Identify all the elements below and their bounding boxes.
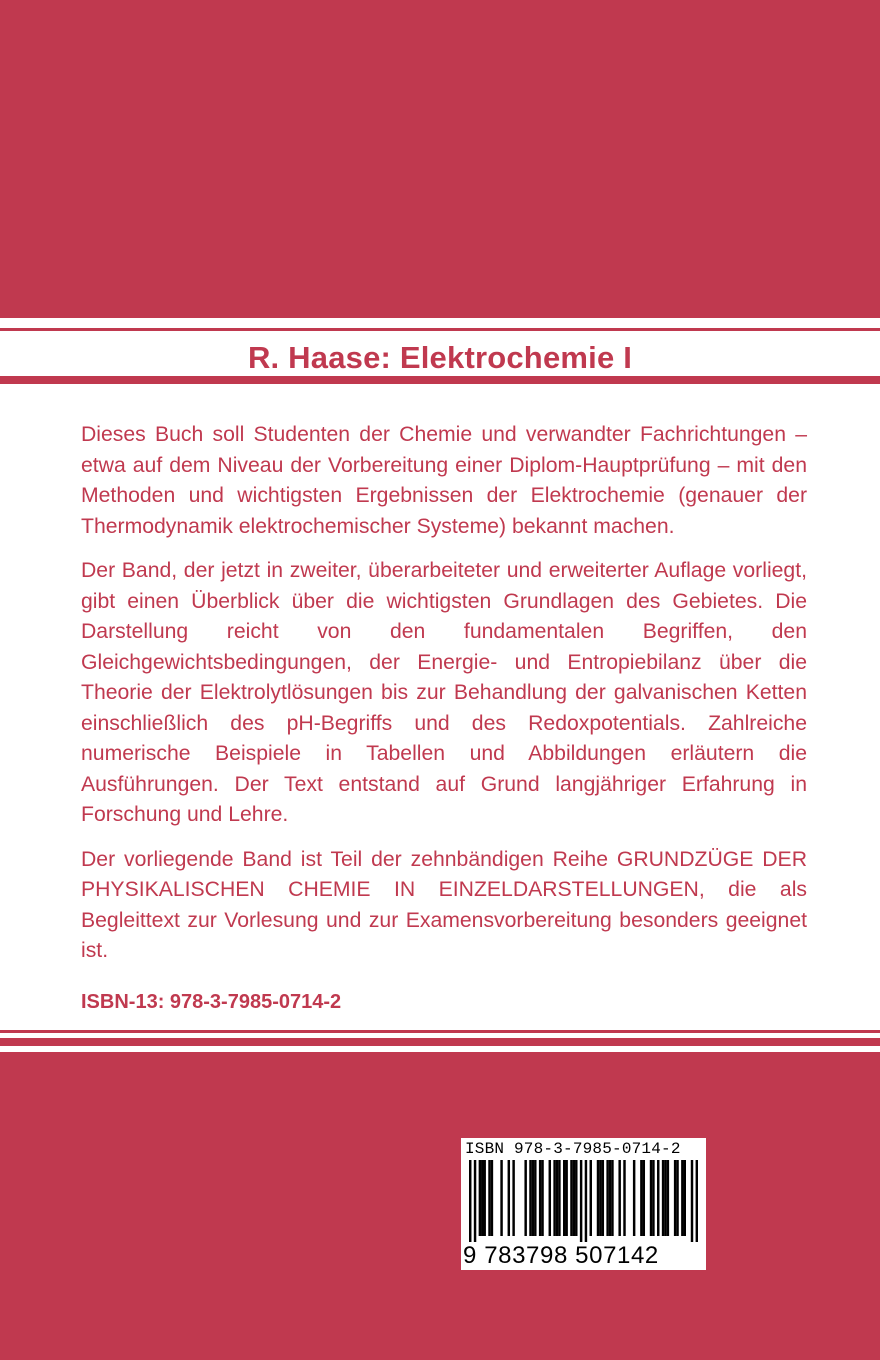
barcode-bar (553, 1160, 555, 1236)
barcode-bar (676, 1160, 678, 1236)
blurb-paragraph-1: Dieses Buch soll Studenten der Chemie und verwandter Fachrichtungen – etwa auf dem Niveau der Vorbereitung einer Diplom-Hauptprüfung – mit den Methoden und wichtigsten Ergebnissen der Elektrochemie (genauer der Thermodynamik elektrochemischer Systeme) bekannt machen. (81, 423, 807, 538)
barcode-bar (684, 1160, 686, 1236)
top-rule (0, 328, 880, 331)
barcode-bar (534, 1160, 536, 1236)
barcode-bar (575, 1160, 577, 1236)
blurb (81, 420, 807, 981)
barcode-bar (570, 1160, 572, 1236)
barcode-bar (556, 1160, 558, 1236)
barcode-bar (481, 1160, 483, 1236)
barcode-bar (597, 1160, 599, 1236)
barcode-isbn-text: ISBN 978-3-7985-0714-2 (465, 1140, 681, 1158)
barcode-bar (474, 1160, 476, 1242)
barcode-digits: 9 783798 507142 (463, 1242, 659, 1269)
book-title: R. Haase: Elektrochemie I (247, 340, 633, 375)
barcode-bar (585, 1160, 587, 1242)
barcode-bar (529, 1160, 531, 1236)
blurb-paragraph-2: Der Band, der jetzt in zweiter, überarbeiteter und erweiterter Auflage vorliegt, gibt einen Überblick über die wichtigsten Grundlagen des Gebietes. Die Darstellung reicht von den fundamentalen Begriffen, den Gleichgewichtsbedingungen, der Energie- und Entropiebilanz über die Theorie der Elektrolytlösungen bis zur Behandlung der galvanischen Ketten einschließlich des pH-Begriffs und des Redoxpotentials. Zahlreiche numerische Beispiele in Tabellen und Abbildungen erläutern die Ausführungen. Der Text entstand auf Grund langjähriger Erfahrung in Forschung und Lehre. (81, 559, 807, 826)
top-color-band (0, 0, 880, 318)
barcode-bar (590, 1160, 592, 1236)
barcode-bar (479, 1160, 481, 1236)
barcode-bar (580, 1160, 582, 1242)
barcode-bar (599, 1160, 601, 1236)
title-rule-bottom (0, 376, 880, 384)
barcode-bar (667, 1160, 669, 1236)
barcode-bar (674, 1160, 676, 1236)
barcode-bar (602, 1160, 604, 1236)
barcode-bar (563, 1160, 565, 1236)
barcode-bar (541, 1160, 543, 1236)
barcode-bar (469, 1160, 471, 1242)
barcode-bar (664, 1160, 666, 1236)
barcode-bar (549, 1160, 551, 1236)
barcode-bar (573, 1160, 575, 1236)
barcode-bar (491, 1160, 493, 1236)
barcode-bar (532, 1160, 534, 1236)
barcode-bar (524, 1160, 526, 1236)
barcode-bar (623, 1160, 625, 1236)
barcode-bar (650, 1160, 652, 1236)
barcode-bar (652, 1160, 654, 1236)
barcode-label (461, 1138, 706, 1270)
barcode-bar (691, 1160, 693, 1242)
barcode-bar (618, 1160, 620, 1236)
blurb-paragraph-3: Der vorliegende Band ist Teil der zehnbändigen Reihe GRUNDZÜGE DER PHYSIKALISCHEN CHEMIE IN EINZELDARSTELLUNGEN, die als Begleittext zur Vorlesung und zur Examensvorbereitung besonders geeignet ist. (81, 847, 807, 962)
barcode-bar (609, 1160, 611, 1236)
barcode-bar (558, 1160, 560, 1236)
barcode-bar (539, 1160, 541, 1236)
barcode-bar (657, 1160, 659, 1236)
bottom-rule-thin (0, 1030, 880, 1033)
barcode-bar (681, 1160, 683, 1236)
isbn-13: ISBN-13: 978-3-7985-0714-2 (81, 991, 342, 1013)
barcode-bar (696, 1160, 698, 1242)
barcode-bar (488, 1160, 490, 1236)
barcode-bar (565, 1160, 567, 1236)
barcode-bar (508, 1160, 510, 1236)
barcode-bar (606, 1160, 608, 1236)
barcode-bar (633, 1160, 635, 1236)
barcode-bar (643, 1160, 645, 1236)
barcode-icon (469, 1160, 698, 1242)
barcode-bar (662, 1160, 664, 1236)
barcode-bar (483, 1160, 485, 1236)
barcode-bar (640, 1160, 642, 1236)
barcode-bar (611, 1160, 613, 1236)
barcode-bar (512, 1160, 514, 1236)
bottom-rule-thick (0, 1038, 880, 1046)
barcode-bar (500, 1160, 502, 1236)
